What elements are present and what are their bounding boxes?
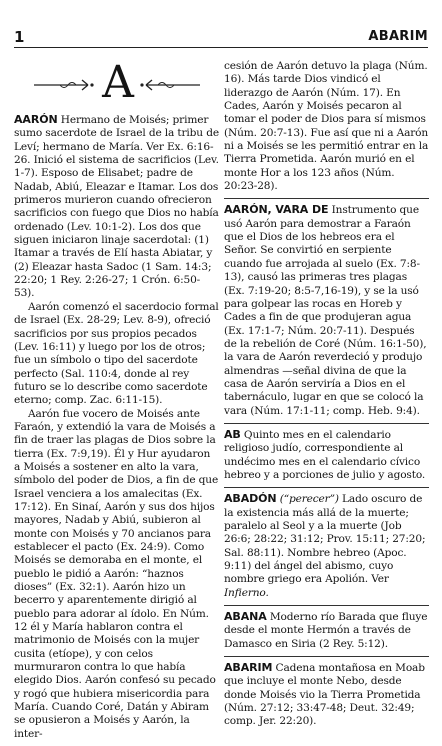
entry-vara — [224, 198, 429, 418]
entry-ab — [224, 423, 429, 482]
right-ornament-icon — [140, 79, 202, 91]
entry-gloss: (“perecer”) — [279, 493, 339, 506]
entry-text: Lado oscuro de la existencia más allá de la muerte; paralelo al Seol y a la muerte (Job 26:6; 28:22; 31:12; Prov. 15:11; 27:20; Sal. 88:11). Nombre hebreo (Apoc. 9:11) del ángel del abismo, cuyo nombre griego era Apolión. Ver — [224, 493, 426, 586]
vara-paragraph — [224, 203, 429, 418]
entry-term: AARÓN, VARA DE — [224, 203, 329, 217]
page-header — [14, 26, 428, 48]
entry-aaron-continued — [224, 60, 429, 193]
left-ornament-icon — [32, 79, 94, 91]
abadon-paragraph — [224, 492, 429, 600]
entry-term: AARÓN — [14, 113, 58, 126]
section-letter: A — [102, 57, 134, 108]
entry-abadon — [224, 487, 429, 600]
entry-aaron — [14, 113, 219, 741]
ab-paragraph — [224, 428, 429, 482]
aaron-paragraph-2: Aarón comenzó el sacerdocio formal de Israel (Ex. 28-29; Lev. 8-9), ofreció sacrificios por sus propios pecados (Lev. 16:11) y luego por los de otros; fue un símbolo o tipo del sacerdote perfecto (Sal. 110:4, donde al rey futuro se lo describe como sacerdote eterno; comp. Zac. 6:11-15). — [14, 300, 219, 407]
aaron-paragraph-3: Aarón fue vocero de Moisés ante Faraón, y extendió la vara de Moisés a fin de traer las plagas de Dios sobre la tierra (Ex. 7:9,19). Él y Hur ayudaron a Moisés a sostener en alto la vara, símbolo del poder de Dios, a fin de que Israel venciera a los amalecitas (Ex. 17:12). En Sinaí, Aarón y sus dos hijos mayores, Nadab y Abiú, subieron al monte con Moisés y 70 ancianos para establecer el pacto (Ex. 24:9). Como Moisés se demoraba en el monte, el pueblo le pidió a Aarón: “haznos dioses” (Ex. 32:1). Aarón hizo un becerro y aparentemente dirigió al pueblo para adorar al ídolo. En Núm. 12 él y María hablaron contra el matrimonio de Moisés con la mujer cusita (etíope), y con celos murmuraron contra lo que había elegido Dios. Aarón confesó su pecado y rogó que hubiera misericordia para María. Cuando Coré, Datán y Abiram se opusieron a Moisés y Aarón, la inter- — [14, 407, 219, 740]
aaron-continued-text: cesión de Aarón detuvo la plaga (Núm. 16). Más tarde Dios vindicó el liderazgo de Aarón (Núm. 17). En Cades, Aarón y Moisés pecaron al tomar el poder de Dios para sí mismos (Núm. 20:7-13). Fue así que ni a Aarón ni a Moisés se les permitió entrar en la Tierra Prometida. Aarón murió en el monte Hor a los 123 años (Núm. 20:23-28). — [224, 60, 429, 193]
right-column — [224, 60, 429, 734]
see-also-link[interactable]: Infierno. — [224, 586, 269, 599]
section-letter-box — [14, 57, 219, 110]
left-column — [14, 57, 219, 746]
page-number: 1 — [14, 28, 25, 46]
entry-text: Instrumento que usó Aarón para demostrar a Faraón que el Dios de los hebreos era el Señor. Se convirtió en serpiente cuando fue arrojada al suelo (Ex. 7:8-13), causó las primeras tres plagas (Ex. 7:19-20; 8:5-7,16-19), y se la usó para golpear las rocas en Horeb y Cades a fin de que produjeran agua (Ex. 17:1-7; Núm. 20:7-11). Después de la rebelión de Coré (Núm. 16:1-50), la vara de Aarón reverdeció y produjo almendras —señal divina de que la casa de Aarón serviría a Dios en el tabernáculo, lugar en que se colocó la vara (Núm. 17:1-11; comp. Heb. 9:4). — [224, 204, 427, 417]
entry-text: Cadena montañosa en Moab que incluye el monte Nebo, desde donde Moisés vio la Tierra Prometida (Núm. 27:12; 33:47-48; Deut. 32:49; comp. Jer. 22:20). — [224, 662, 425, 728]
entry-abarim — [224, 656, 429, 729]
entry-abana — [224, 605, 429, 651]
entry-term: ABADÓN — [224, 492, 277, 506]
running-head: ABARIM — [368, 29, 428, 44]
entry-term: AB — [224, 427, 241, 441]
aaron-paragraph-1 — [14, 113, 219, 301]
entry-text: Moderno río Barada que fluye desde el monte Hermón a través de Damasco en Siria (2 Rey. 5:12). — [224, 611, 428, 650]
entry-text: Quinto mes en el calendario religioso judío, correspondiente al undécimo mes en el calendario cívico hebreo y a porciones de julio y agosto. — [224, 428, 426, 481]
entry-text: Hermano de Moisés; primer sumo sacerdote de Israel de la tribu de Leví; hermano de María. Ver Ex. 6:16-26. Inició el sistema de sacrificios (Lev. 1-7). Esposo de Elisabet; padre de Nadab, Abiú, Eleazar e Itamar. Los dos primeros murieron cuando ofrecieron sacrificios con fuego que Dios no había ordenado (Lev. 10:1-2). Los dos que siguen iniciaron linaje sacerdotal: (1) Itamar a través de Elí hasta Abiatar, y (2) Eleazar hasta Sadoc (1 Sam. 14:3; 22:20; 1 Rey. 2:26-27; 1 Crón. 6:50-53). — [14, 114, 219, 300]
entry-term: ABARIM — [224, 661, 273, 675]
abana-paragraph — [224, 610, 429, 651]
entry-term: ABANA — [224, 610, 267, 624]
abarim-paragraph — [224, 661, 429, 729]
